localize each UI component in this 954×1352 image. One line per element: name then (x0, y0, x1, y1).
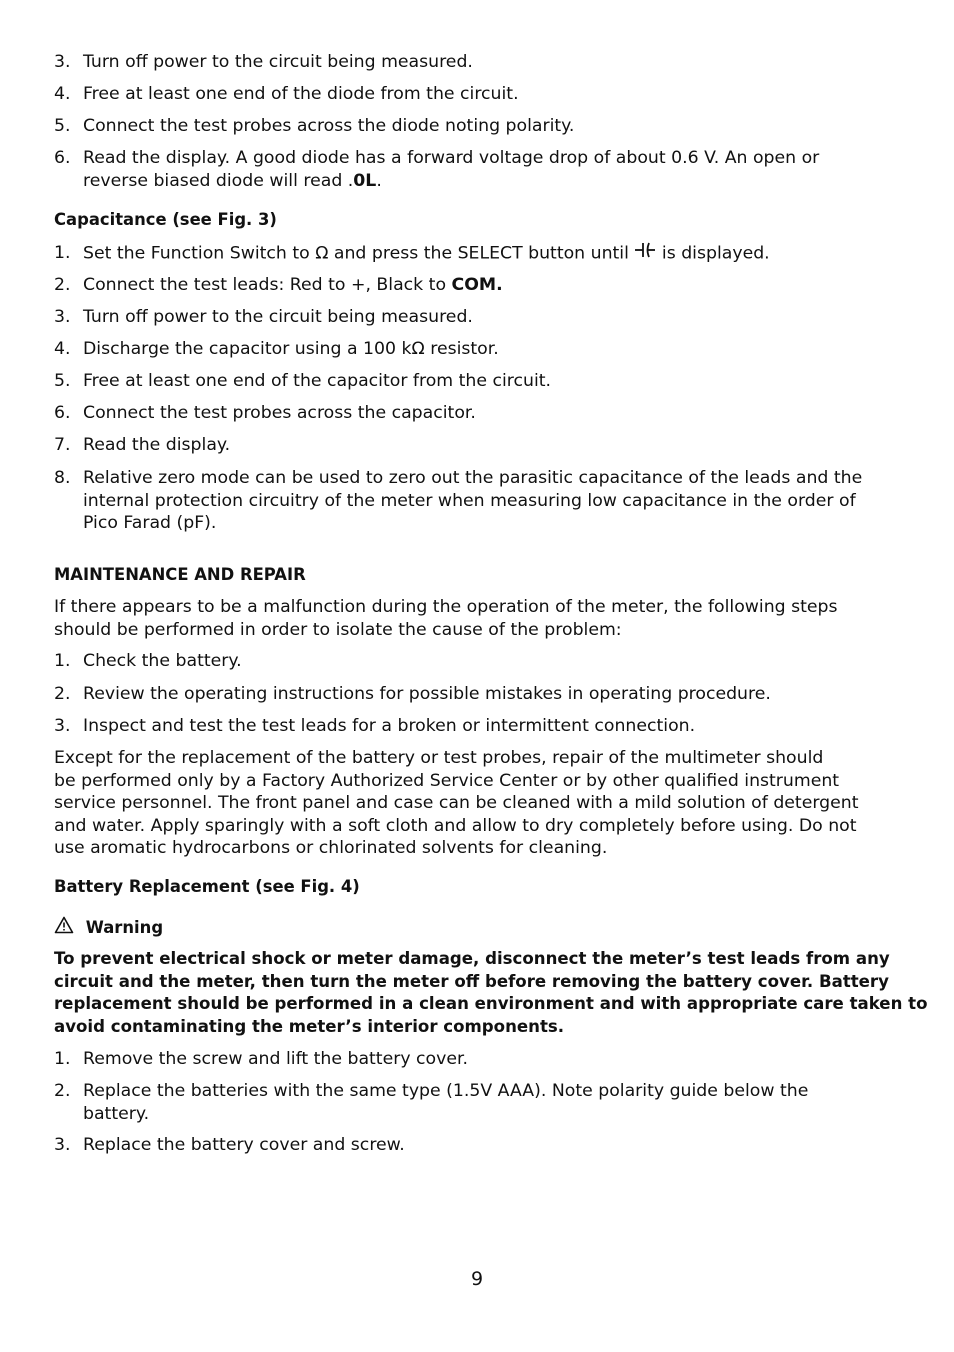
step-text: Turn off power to the circuit being measured. (83, 307, 473, 327)
step-text: Inspect and test the test leads for a broken or intermittent connection. (83, 716, 696, 736)
warning-line4: avoid contaminating the meter’s interior components. (54, 1016, 565, 1036)
step-text: Free at least one end of the capacitor from the circuit. (83, 371, 552, 391)
cap-step-6 (54, 402, 904, 425)
step-number: 5. (54, 116, 71, 136)
step-text-line2: reverse biased diode will read . (83, 170, 354, 191)
intro-line1: If there appears to be a malfunction during the operation of the meter, the following steps (54, 597, 838, 617)
step-text: Discharge the capacitor using a 100 kΩ resistor. (83, 339, 499, 359)
battery-step-1 (54, 1048, 904, 1071)
maintenance-intro (54, 596, 904, 641)
intro-line2: should be performed in order to isolate the cause of the problem: (54, 619, 622, 640)
battery-heading: Battery Replacement (see Fig. 4) (54, 877, 360, 896)
display-reading: 0L (353, 170, 377, 191)
step-text: Turn off power to the circuit being measured. (83, 52, 473, 72)
page-number: 9 (470, 1268, 484, 1290)
step-number: 3. (54, 307, 71, 327)
cap-step-1 (54, 242, 904, 265)
step-number: 6. (54, 148, 71, 168)
battery-step-3 (54, 1134, 904, 1157)
step-text-line1: Read the display. A good diode has a forward voltage drop of about 0.6 V. An open or (83, 148, 820, 168)
diode-step-6 (54, 147, 904, 192)
para-line4: and water. Apply sparingly with a soft cloth and allow to dry completely before using. Do not (54, 815, 857, 836)
step-text: Connect the test probes across the diode noting polarity. (83, 116, 575, 136)
com-terminal-label: COM. (451, 275, 503, 295)
cap-step-4 (54, 338, 904, 361)
warning-label-row (54, 916, 163, 940)
step-number: 2. (54, 684, 71, 704)
step-number: 1. (54, 651, 71, 671)
step-number: 1. (54, 243, 71, 263)
step-text-pre: Set the Function Switch to Ω and press the SELECT button until (83, 243, 629, 264)
maint-step-2 (54, 683, 904, 706)
step-number: 8. (54, 468, 71, 488)
step-text: Free at least one end of the diode from the circuit. (83, 84, 519, 104)
para-line5: use aromatic hydrocarbons or chlorinated solvents for cleaning. (54, 838, 608, 858)
step-number: 1. (54, 1049, 71, 1069)
maintenance-heading: MAINTENANCE AND REPAIR (54, 565, 306, 584)
cap-step-5 (54, 370, 904, 393)
step-number: 7. (54, 435, 71, 455)
step-text-end: . (376, 170, 382, 191)
capacitance-heading: Capacitance (see Fig. 3) (54, 210, 277, 229)
warning-line1: To prevent electrical shock or meter damage, disconnect the meter’s test leads from any (54, 949, 890, 968)
maint-step-1 (54, 650, 904, 673)
para-line1: Except for the replacement of the battery or test probes, repair of the multimeter should (54, 748, 824, 768)
step-text: Connect the test probes across the capacitor. (83, 403, 476, 423)
warning-text (54, 948, 928, 1038)
step-text-post: is displayed. (661, 243, 770, 264)
step-number: 2. (54, 1081, 71, 1101)
cap-step-2 (54, 274, 904, 297)
step-text: Check the battery. (83, 651, 242, 671)
step-text (83, 467, 904, 535)
step-text-line1: Replace the batteries with the same type (1.5V AAA). Note polarity guide below the (83, 1081, 809, 1101)
step-number: 2. (54, 275, 71, 295)
warning-triangle-icon (54, 916, 74, 940)
maint-step-3 (54, 715, 904, 738)
maintenance-paragraph (54, 747, 904, 860)
battery-step-2 (54, 1080, 904, 1125)
cap-step-8 (54, 467, 904, 535)
cap-step-3 (54, 306, 904, 329)
para-line3: service personnel. The front panel and case can be cleaned with a mild solution of detergent (54, 793, 859, 813)
step-number: 3. (54, 1135, 71, 1155)
warning-line3: replacement should be performed in a clean environment and with appropriate care taken to (54, 994, 928, 1013)
step-number: 4. (54, 339, 71, 359)
step-number: 5. (54, 371, 71, 391)
warning-line2: circuit and the meter, then turn the meter off before removing the battery cover. Battery (54, 971, 889, 991)
capacitor-icon (634, 242, 656, 265)
step-text (83, 274, 904, 297)
step-number: 6. (54, 403, 71, 423)
step-text-line2: internal protection circuitry of the meter when measuring low capacitance in the order of (83, 490, 856, 511)
cap-step-7 (54, 434, 904, 457)
step-text (83, 1080, 904, 1125)
step-text: Remove the screw and lift the battery cover. (83, 1049, 468, 1069)
step-text (83, 242, 904, 265)
diode-step-4 (54, 83, 904, 106)
step-text: Review the operating instructions for possible mistakes in operating procedure. (83, 684, 771, 704)
step-number: 4. (54, 84, 71, 104)
diode-step-3 (54, 51, 904, 74)
step-number: 3. (54, 52, 71, 72)
step-text (83, 147, 904, 192)
warning-label: Warning (85, 917, 164, 937)
para-line2: be performed only by a Factory Authorized Service Center or by other qualified instrument (54, 770, 840, 791)
step-text-line3: Pico Farad (pF). (83, 513, 217, 533)
diode-step-5 (54, 115, 904, 138)
step-text-line1: Relative zero mode can be used to zero out the parasitic capacitance of the leads and the (83, 468, 863, 488)
step-text-pre: Connect the test leads: Red to +, Black to (83, 275, 452, 295)
step-text-line2: battery. (83, 1103, 150, 1124)
step-text: Replace the battery cover and screw. (83, 1135, 405, 1155)
step-text: Read the display. (83, 435, 231, 455)
step-number: 3. (54, 716, 71, 736)
